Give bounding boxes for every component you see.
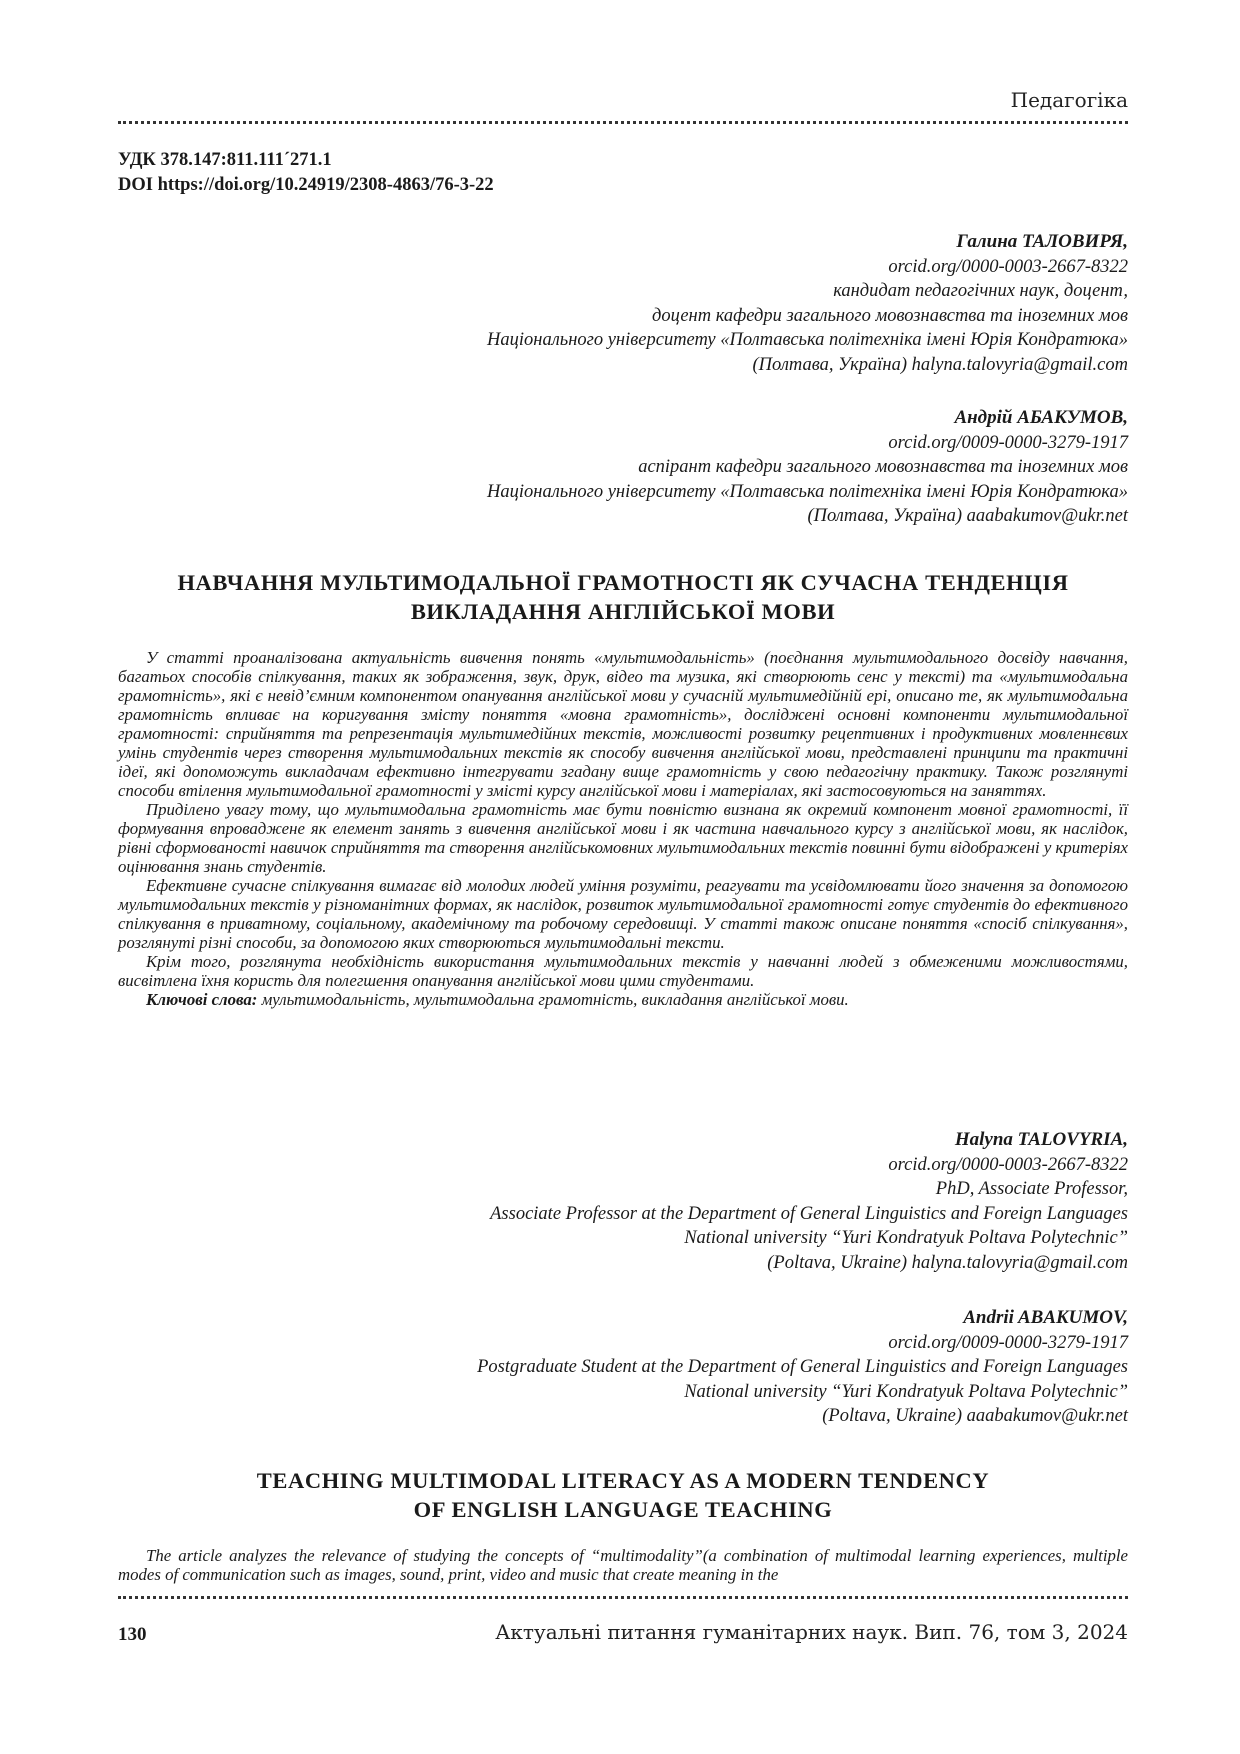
abstract-paragraph: Крім того, розглянута необхідність використання мультимодальних текстів у навчанні людей з обмеженими можливостями, висвітлена їхня користь для полегшення опанування англійської мови цими студентами. — [118, 952, 1128, 990]
abstract-paragraph: The article analyzes the relevance of studying the concepts of “multimodality”(a combination of multimodal learning experiences, multiple modes of communication such as images, sound, print, video and music that create meaning in the — [118, 1546, 1128, 1584]
author-name: Галина ТАЛОВИРЯ, — [956, 231, 1128, 252]
author-block-en-2 — [118, 1306, 1128, 1429]
author-university: National university “Yuri Kondratyuk Poltava Polytechnic” — [684, 1381, 1128, 1402]
section-label: Педагогіка — [1010, 88, 1128, 112]
title-line: TEACHING MULTIMODAL LITERACY AS A MODERN TENDENCY — [256, 1468, 990, 1493]
abstract-paragraph: Приділено увагу тому, що мультимодальна грамотність має бути повністю визнана як окремий компонент мовної грамотності, її формування впроваджене як елемент занять з вивчення англійської мови і як частина навчального курсу з англійської мови, як наслідок, рівні сформованості навичок сприйняття та створення англійськомовних мультимодальних текстів повинні бути відображені у критеріях оцінювання знань студентів. — [118, 800, 1128, 876]
author-block-ua-2 — [118, 406, 1128, 529]
abstract-paragraph: У статті проаналізована актуальність вивчення понять «мультимодальність» (поєднання мультимодального досвіду навчання, багатьох способів спілкування, таких як зображення, звук, друк, відео та музика, які створюють сенс у тексті) та «мультимодальна грамотність», які є невід’ємним компонентом опанування англійської мови у сучасній мультимедійній ері, описано те, як мультимодальна грамотність впливає на коригування змісту поняття «мовна грамотність», досліджені основні компоненти мультимодальної грамотності: сприйняття та репрезентація мультимедійних текстів, можливості розвитку рецептивних і продуктивних мовленнєвих умінь студентів через створення мультимодальних текстів як способу вивчення англійської мови, представлені принципи та практичні ідеї, які допоможуть викладачам ефективно інтегрувати згадану вище грамотність у свою педагогічну практику. Також розглянуті способи втілення мультимодальної грамотності у змісті курсу англійської мови і матеріалах, які застосовуються на заняттях. — [118, 648, 1128, 800]
author-position: доцент кафедри загального мовознавства та іноземних мов — [652, 305, 1128, 326]
udk-code: УДК 378.147:811.111´271.1 — [118, 150, 332, 170]
title-line: НАВЧАННЯ МУЛЬТИМОДАЛЬНОЇ ГРАМОТНОСТІ ЯК СУЧАСНА ТЕНДЕНЦІЯ — [177, 570, 1069, 595]
author-degree: PhD, Associate Professor, — [935, 1179, 1128, 1199]
author-position: аспірант кафедри загального мовознавства та іноземних мов — [638, 457, 1128, 477]
abstract-en — [118, 1546, 1128, 1584]
author-name: Andrii ABAKUMOV, — [963, 1307, 1128, 1328]
keywords-label: Ключові слова: — [146, 990, 258, 1009]
author-orcid[interactable]: orcid.org/0000-0003-2667-8322 — [888, 256, 1128, 277]
abstract-ua — [118, 648, 1128, 1009]
author-contact[interactable]: (Poltava, Ukraine) aaabakumov@ukr.net — [822, 1406, 1128, 1426]
author-position: Associate Professor at the Department of General Linguistics and Foreign Languages — [490, 1203, 1128, 1224]
title-line: ВИКЛАДАННЯ АНГЛІЙСЬКОЇ МОВИ — [410, 599, 836, 624]
abstract-paragraph: Ефективне сучасне спілкування вимагає від молодих людей уміння розуміти, реагувати та усвідомлювати його значення за допомогою мультимодальних текстів у різноманітних формах, як наслідок, розвиток мультимодальної грамотності готує студентів до ефективного спілкування в приватному, соціальному, академічному та робочому середовищі. У статті також описане поняття «спосіб спілкування», розглянуті різні способи, за допомогою яких створюються мультимодальні тексти. — [118, 876, 1128, 952]
keywords-line — [118, 990, 1128, 1009]
author-block-en-1 — [118, 1128, 1128, 1275]
author-degree: кандидат педагогічних наук, доцент, — [833, 281, 1128, 301]
header-divider — [118, 121, 1128, 124]
author-name: Андрій АБАКУМОВ, — [954, 407, 1128, 428]
author-orcid[interactable]: orcid.org/0009-0000-3279-1917 — [888, 1332, 1128, 1353]
title-line: OF ENGLISH LANGUAGE TEACHING — [413, 1497, 833, 1522]
page-number: 130 — [118, 1624, 147, 1645]
author-name: Halyna TALOVYRIA, — [954, 1129, 1128, 1150]
doi-link[interactable]: DOI https://doi.org/10.24919/2308-4863/76-3-22 — [118, 175, 494, 195]
journal-page — [118, 0, 1128, 1754]
article-title-en — [118, 1466, 1128, 1524]
author-contact[interactable]: (Полтава, Україна) aaabakumov@ukr.net — [807, 506, 1128, 526]
author-contact[interactable]: (Полтава, Україна) halyna.talovyria@gmail.com — [752, 354, 1128, 375]
author-block-ua-1 — [118, 230, 1128, 377]
author-university: Національного університету «Полтавська політехніка імені Юрія Кондратюка» — [487, 330, 1128, 350]
author-orcid[interactable]: orcid.org/0000-0003-2667-8322 — [888, 1154, 1128, 1175]
footer-divider — [118, 1596, 1128, 1599]
journal-reference: Актуальні питання гуманітарних наук. Вип. 76, том 3, 2024 — [495, 1620, 1128, 1644]
article-title-ua — [118, 568, 1128, 626]
identifiers — [118, 148, 494, 198]
author-university: Національного університету «Полтавська політехніка імені Юрія Кондратюка» — [487, 481, 1128, 502]
author-university: National university “Yuri Kondratyuk Poltava Polytechnic” — [684, 1228, 1128, 1248]
author-position: Postgraduate Student at the Department of General Linguistics and Foreign Languages — [477, 1357, 1128, 1377]
keywords-text: мультимодальність, мультимодальна грамотність, викладання англійської мови. — [257, 990, 849, 1009]
author-contact[interactable]: (Poltava, Ukraine) halyna.talovyria@gmail.com — [767, 1252, 1128, 1273]
author-orcid[interactable]: orcid.org/0009-0000-3279-1917 — [888, 432, 1128, 453]
